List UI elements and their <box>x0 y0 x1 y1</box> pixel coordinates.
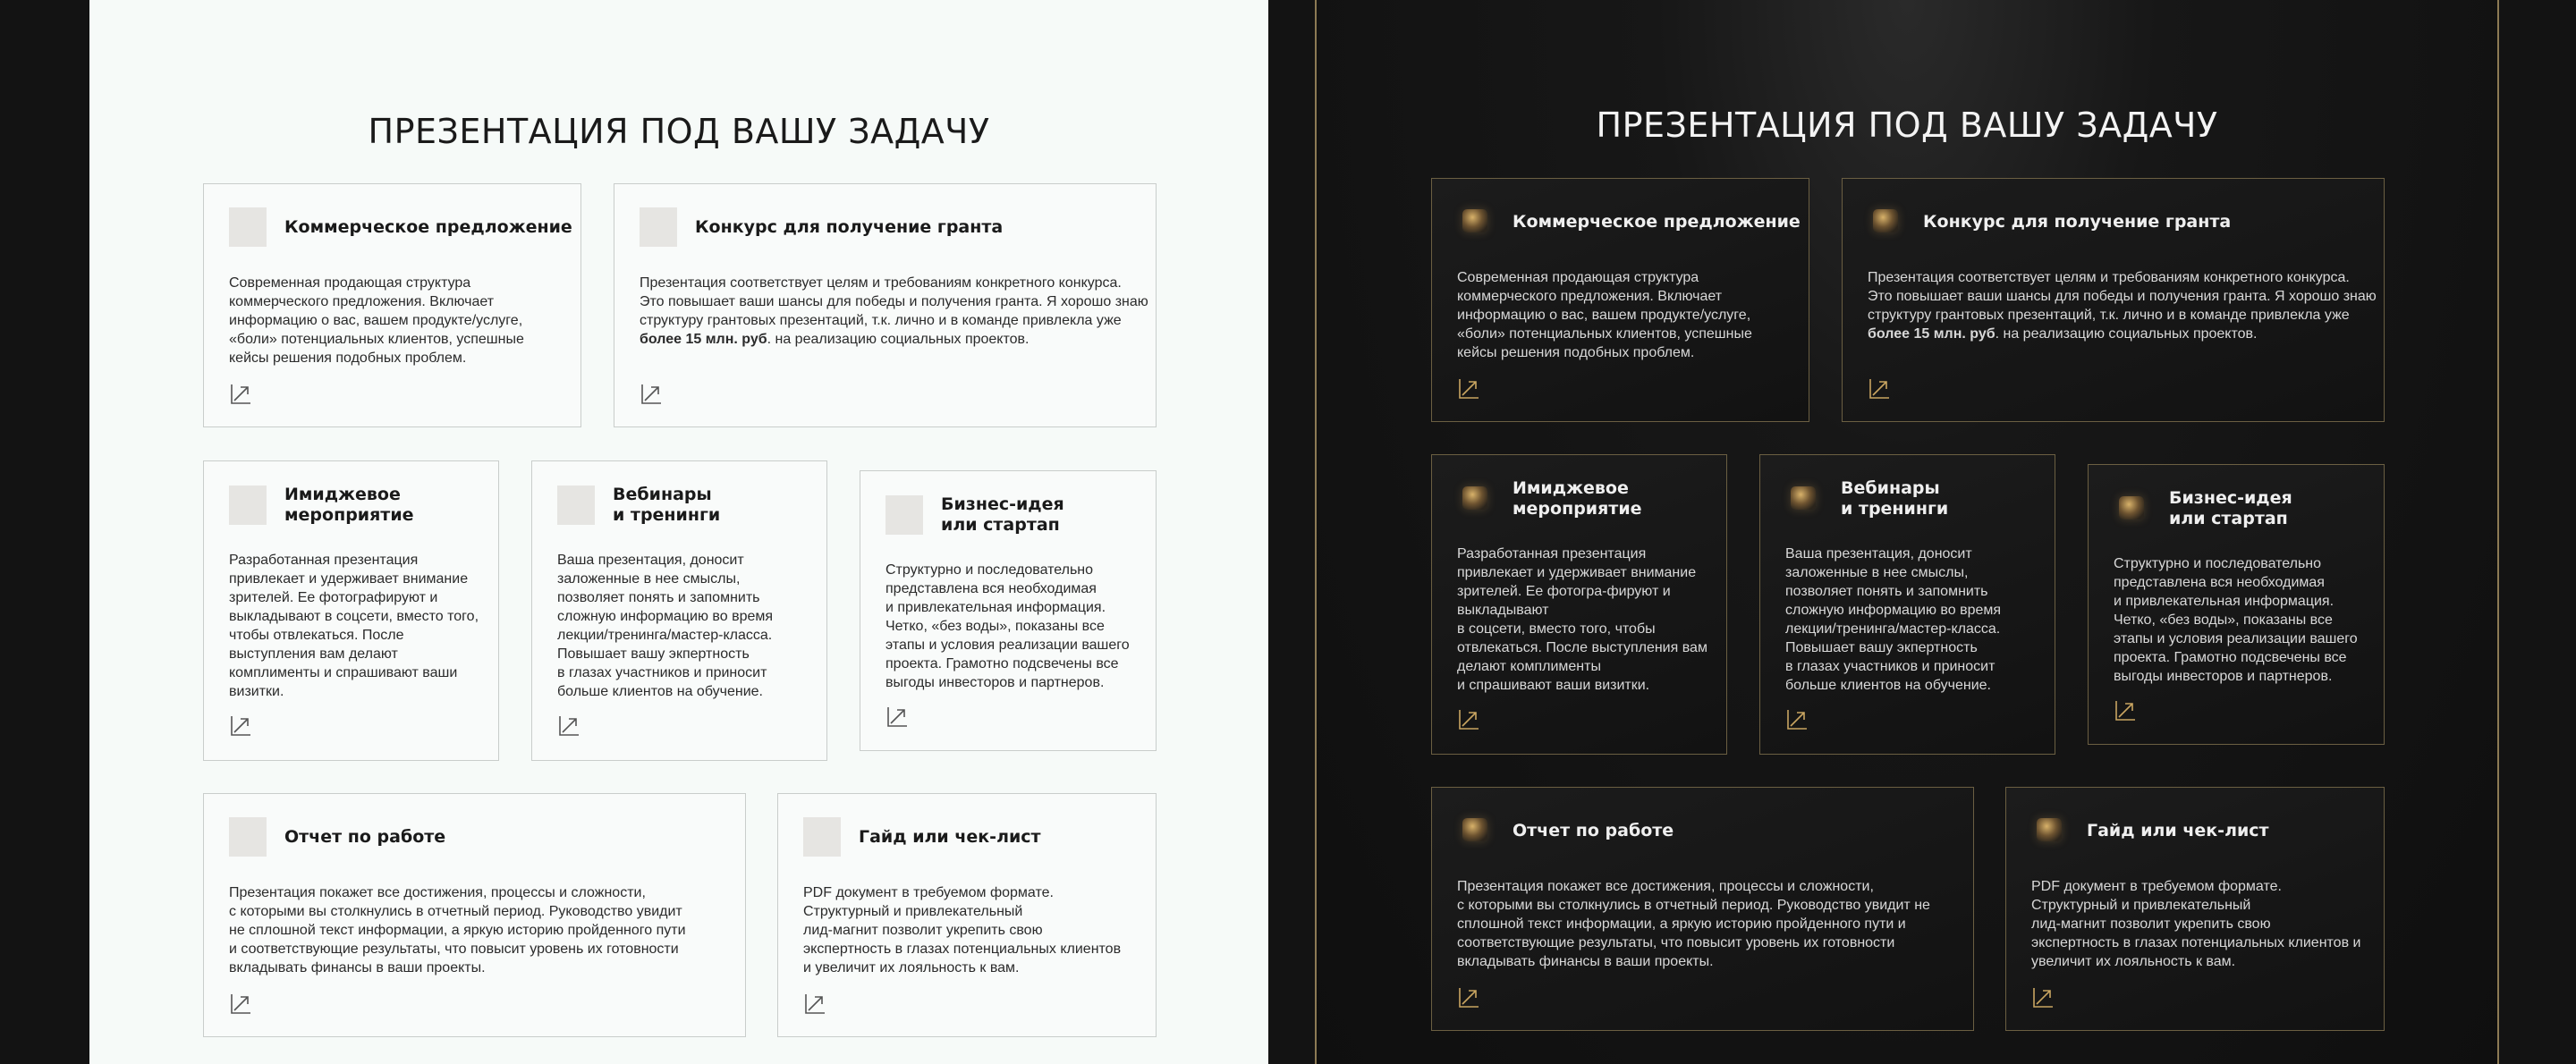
card-guide[interactable] <box>2005 787 2385 1031</box>
trend-arrow-icon[interactable] <box>229 992 252 1016</box>
megaphone-icon <box>557 486 595 525</box>
microphone-icon <box>229 486 267 525</box>
card-title: Имиджевое мероприятие <box>284 485 414 525</box>
megaphone-icon <box>1785 479 1823 519</box>
card-commercial[interactable] <box>1431 178 1809 422</box>
card-description: Ваша презентация, доносит заложенные в нее смыслы, позволяет понять и запомнить сложную информацию во время лекции/тренинга/мастер-класса. Повышает вашу экпертность в глазах участников и приносит больше клиентов на обучение. <box>1785 546 2002 693</box>
card-description: Разработанная презентация привлекает и удерживает внимание зрителей. Ее фотографируют и выкладывают в соцсети, вместо того, чтобы отвлекаться. После выступления вам делают комплименты и спрашивают ваши визитки. <box>229 553 479 699</box>
card-description: Презентация соответствует целям и требованиям конкретного конкурса. Это повышает ваши шансы для победы и получения гранта. Я хорошо знаю структуру грантовых презентаций, т.к. лично и в команде привлекла уже более 15 млн. руб. на реализацию социальных проектов. <box>640 275 1148 347</box>
trend-arrow-icon[interactable] <box>229 714 252 738</box>
document-icon <box>2031 811 2069 850</box>
card-webinars[interactable] <box>1759 454 2055 755</box>
card-description: Ваша презентация, доносит заложенные в нее смыслы, позволяет понять и запомнить сложную информацию во время лекции/тренинга/мастер-класса. Повышает вашу экпертность в глазах участников и приносит больше клиентов на обучение. <box>557 553 774 699</box>
wallet-icon <box>229 207 267 247</box>
trend-arrow-icon[interactable] <box>2114 699 2137 722</box>
trend-arrow-icon[interactable] <box>886 705 909 729</box>
wallet-icon <box>1457 202 1495 241</box>
card-startup[interactable] <box>860 470 1157 751</box>
trend-arrow-icon[interactable] <box>1785 708 1809 731</box>
card-title: Гайд или чек-лист <box>2087 820 2269 840</box>
trend-arrow-icon[interactable] <box>229 383 252 406</box>
light-panel <box>89 0 1268 1064</box>
dark-panel <box>1315 0 2499 1064</box>
card-title: Коммерческое предложение <box>284 216 572 237</box>
card-commercial[interactable] <box>203 183 581 427</box>
page-title: ПРЕЗЕНТАЦИЯ ПОД ВАШУ ЗАДАЧУ <box>1596 106 2218 145</box>
trend-arrow-icon[interactable] <box>557 714 580 738</box>
card-image-event[interactable] <box>1431 454 1727 755</box>
card-description: PDF документ в требуемом формате. Структурный и привлекательный лид-магнит позволит укрепить свою экспертность в глазах потенциальных клиентов и увеличит их лояльность к вам. <box>2031 879 2361 969</box>
card-title: Имиджевое мероприятие <box>1513 478 1642 519</box>
card-title: Гайд или чек-лист <box>859 826 1041 847</box>
card-startup[interactable] <box>2088 464 2385 745</box>
trend-arrow-icon[interactable] <box>803 992 826 1016</box>
trend-arrow-icon[interactable] <box>1868 377 1891 401</box>
trophy-icon <box>640 207 677 247</box>
telescope-icon <box>229 817 267 857</box>
card-grant[interactable] <box>614 183 1157 427</box>
trend-arrow-icon[interactable] <box>1457 986 1480 1009</box>
card-description: Презентация покажет все достижения, процессы и сложности, с которыми вы столкнулись в отчетный период. Руководство увидит не сплошной текст информации, а яркую историю пройденного пути и соответствующие результаты, что повысит уровень их готовности вкладывать финансы в ваши проекты. <box>229 885 686 975</box>
card-grant[interactable] <box>1842 178 2385 422</box>
trend-arrow-icon[interactable] <box>1457 708 1480 731</box>
card-title: Бизнес-идея или стартап <box>941 494 1064 535</box>
page-title: ПРЕЗЕНТАЦИЯ ПОД ВАШУ ЗАДАЧУ <box>368 112 990 151</box>
card-description: Современная продающая структура коммерческого предложения. Включает информацию о вас, вашем продукте/услуге, «боли» потенциальных клиентов, успешные кейсы решения подобных проблем. <box>229 275 524 366</box>
card-description: PDF документ в требуемом формате. Структурный и привлекательный лид-магнит позволит укрепить свою экспертность в глазах потенциальных клиентов и увеличит их лояльность к вам. <box>803 885 1122 975</box>
trend-arrow-icon[interactable] <box>2031 986 2055 1009</box>
card-description: Презентация покажет все достижения, процессы и сложности, с которыми вы столкнулись в отчетный период. Руководство увидит не сплошной текст информации, а яркую историю пройденного пути и соответствующие результаты, что повысит уровень их готовности вкладывать финансы в ваши проекты. <box>1457 879 1930 969</box>
card-title: Отчет по работе <box>1513 820 1674 840</box>
rocket-icon <box>886 495 923 535</box>
card-title: Вебинары и тренинги <box>1841 478 1949 519</box>
microphone-icon <box>1457 479 1495 519</box>
card-description: Современная продающая структура коммерческого предложения. Включает информацию о вас, вашем продукте/услуге, «боли» потенциальных клиентов, успешные кейсы решения подобных проблем. <box>1457 270 1752 360</box>
card-description: Структурно и последовательно представлена вся необходимая и привлекательная информация. Четко, «без воды», показаны все этапы и условия реализации вашего проекта. Грамотно подсвечены все выгоды инвесторов и партнеров. <box>886 562 1130 690</box>
card-description: Презентация соответствует целям и требованиям конкретного конкурса. Это повышает ваши шансы для победы и получения гранта. Я хорошо знаю структуру грантовых презентаций, т.к. лично и в команде привлекла уже более 15 млн. руб. на реализацию социальных проектов. <box>1868 270 2377 342</box>
trend-arrow-icon[interactable] <box>1457 377 1480 401</box>
card-report[interactable] <box>1431 787 1974 1031</box>
card-guide[interactable] <box>777 793 1157 1037</box>
card-description: Структурно и последовательно представлена вся необходимая и привлекательная информация. Четко, «без воды», показаны все этапы и условия реализации вашего проекта. Грамотно подсвечены все выгоды инвесторов и партнеров. <box>2114 556 2358 684</box>
card-title: Коммерческое предложение <box>1513 211 1801 232</box>
card-description: Разработанная презентация привлекает и удерживает внимание зрителей. Ее фотогра-фируют и выкладывают в соцсети, вместо того, чтобы отвлекаться. После выступления вам делают комплименты и спрашивают ваши визитки. <box>1457 546 1707 693</box>
card-title: Вебинары и тренинги <box>613 485 721 525</box>
telescope-icon <box>1457 811 1495 850</box>
card-report[interactable] <box>203 793 746 1037</box>
card-title: Отчет по работе <box>284 826 446 847</box>
card-title: Конкурс для получение гранта <box>1923 211 2232 232</box>
trend-arrow-icon[interactable] <box>640 383 663 406</box>
rocket-icon <box>2114 489 2151 528</box>
document-icon <box>803 817 841 857</box>
card-title: Конкурс для получение гранта <box>695 216 1004 237</box>
card-image-event[interactable] <box>203 460 499 761</box>
card-title: Бизнес-идея или стартап <box>2169 488 2292 528</box>
card-webinars[interactable] <box>531 460 827 761</box>
trophy-icon <box>1868 202 1905 241</box>
